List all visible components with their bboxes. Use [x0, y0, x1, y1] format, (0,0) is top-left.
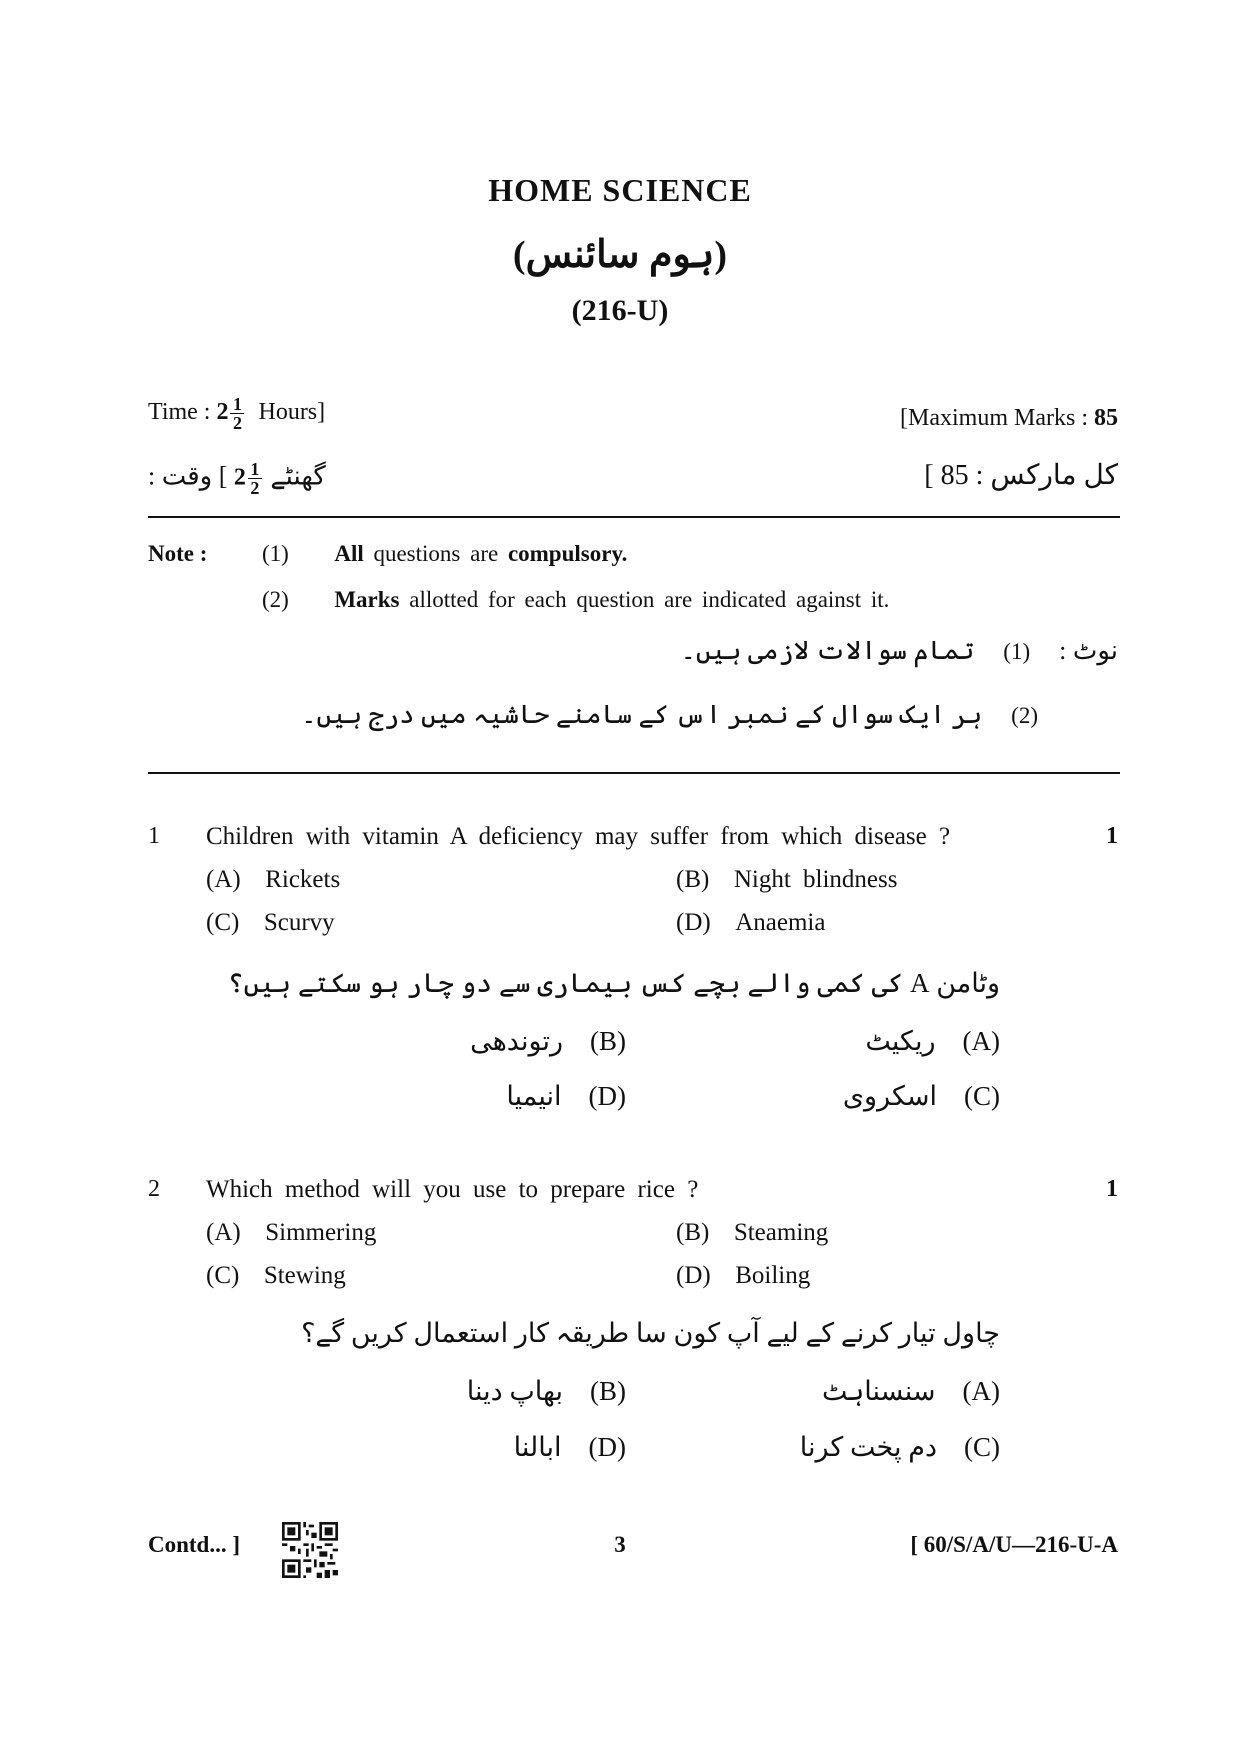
option-a: (A) Rickets — [206, 866, 341, 893]
question-text: Children with vitamin A deficiency may suffer from which disease ? — [206, 823, 951, 850]
paper-title-urdu: (ہوم سائنس) — [512, 234, 728, 276]
urdu-option-b: (B) رتوندھی — [470, 1026, 626, 1056]
question-marks: 1 — [1106, 1176, 1118, 1202]
time-whole: 2 — [216, 399, 229, 426]
option-c: (C) Scurvy — [206, 909, 335, 936]
urdu-option-d: (D) انیمیا — [506, 1081, 626, 1111]
option-a: (A) Simmering — [206, 1219, 377, 1246]
question-marks: 1 — [1106, 823, 1118, 849]
question-text: Which method will you use to prepare rice ? — [206, 1176, 699, 1203]
urdu-option-c: (C) اسکروی — [842, 1081, 1000, 1111]
urdu-note-line-2: (2) ہر ایک سوال کے نمبر اس کے سامنے حاشیہ میں درج ہیں۔ — [301, 700, 1038, 729]
option-c: (C) Stewing — [206, 1262, 346, 1289]
divider-top — [148, 516, 1120, 518]
option-d: (D) Anaemia — [676, 909, 826, 936]
note-item: (2) Marks allotted for each question are indicated against it. — [262, 587, 890, 612]
time-unit: Hours] — [258, 399, 326, 426]
time-line — [148, 395, 325, 432]
urdu-option-a: (A) ریکیٹ — [865, 1026, 1000, 1056]
urdu-option-d: (D) ابالنا — [513, 1432, 626, 1462]
marks-label: [Maximum Marks : — [900, 405, 1088, 431]
time-label: Time : — [148, 399, 211, 426]
paper-footer-code: [ 60/S/A/U—216-U-A — [910, 1532, 1118, 1557]
question-text-urdu: وٹامن A کی کمی والے بچے کس بیماری سے دو چار ہو سکتے ہیں؟ — [227, 968, 1000, 998]
urdu-time-label: ] وقت : — [148, 461, 228, 491]
question-text-urdu: چاول تیار کرنے کے لیے آپ کون سا طریقہ کار استعمال کریں گے؟ — [301, 1318, 1000, 1348]
note-label: Note : — [148, 541, 208, 566]
option-b: (B) Night blindness — [676, 866, 898, 893]
paper-title: HOME SCIENCE — [488, 172, 752, 208]
time-line-urdu: ] وقت : 2 $\frac{1}{2}$ گھنٹے — [148, 459, 326, 498]
time-fraction: $\frac{1}{2}$ — [230, 395, 244, 432]
contd-label: Contd... ] — [148, 1532, 241, 1557]
question-number: 1 — [148, 823, 160, 849]
urdu-option-a: (A) سنسناہٹ — [821, 1376, 1000, 1406]
paper-code: (216-U) — [571, 294, 669, 327]
page-number: 3 — [614, 1532, 626, 1557]
option-b: (B) Steaming — [676, 1219, 829, 1246]
option-d: (D) Boiling — [676, 1262, 811, 1289]
marks-value: 85 — [1094, 405, 1118, 431]
urdu-time-unit: گھنٹے — [270, 461, 326, 491]
urdu-option-b: (B) بھاپ دینا — [466, 1376, 626, 1406]
question-number: 2 — [148, 1176, 160, 1202]
marks-line — [900, 405, 1118, 432]
marks-line-urdu: کل مارکس : 85 ] — [924, 460, 1118, 491]
urdu-note-line-1: نوٹ : (1) تمام سوالات لازمی ہیں۔ — [680, 636, 1118, 665]
urdu-option-c: (C) دم پخت کرنا — [799, 1432, 1000, 1462]
note-item: (1) All questions are compulsory. — [262, 541, 628, 566]
divider-bottom — [148, 772, 1120, 774]
